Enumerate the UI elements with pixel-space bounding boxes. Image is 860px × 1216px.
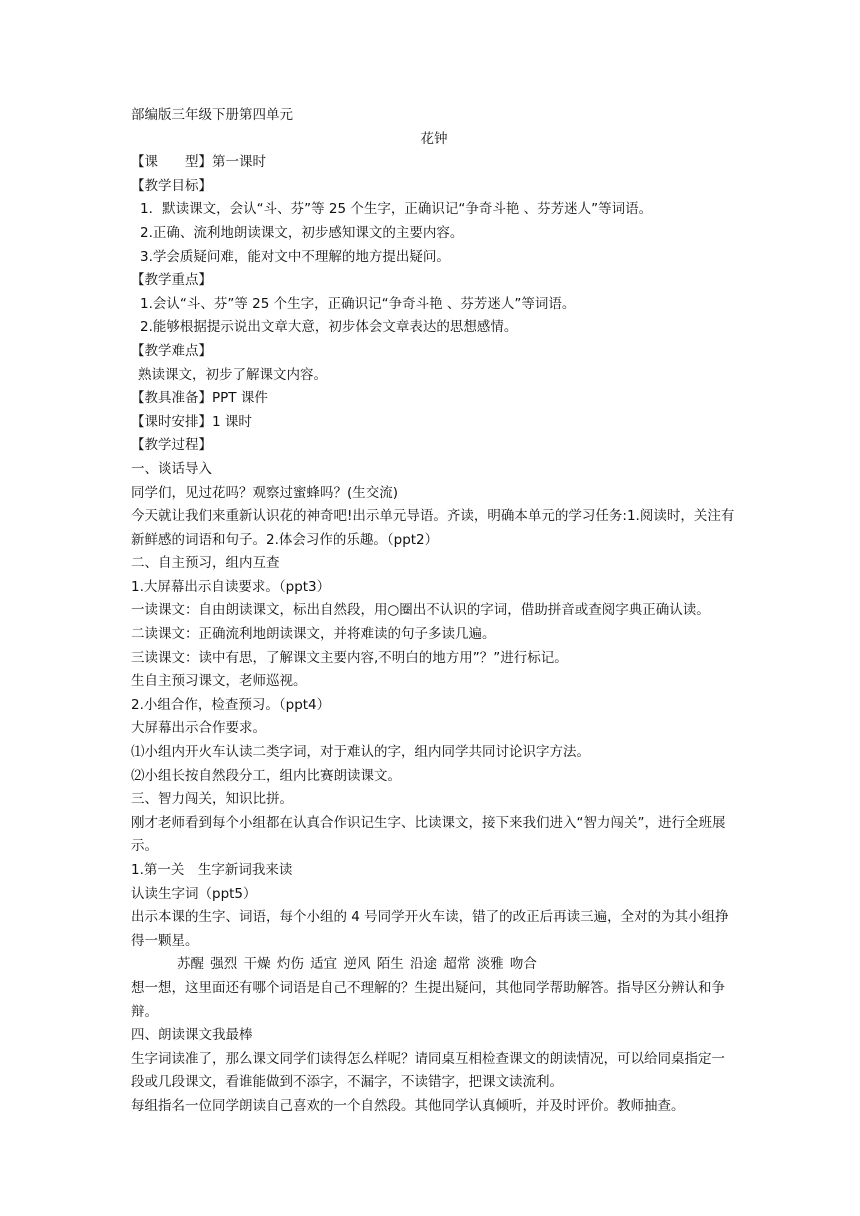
key-points-heading: 【教学重点】 (131, 272, 212, 289)
paragraph: 认读生字词（ppt5） (131, 885, 257, 902)
goal-item: 2.正确、流利地朗读课文，初步感知课文的主要内容。 (140, 224, 464, 241)
paragraph: 想一想，这里面还有哪个词语是自己不理解的？生提出疑问，其他同学帮助解答。指导区分辨认和争辩。 (131, 979, 725, 1020)
section-heading: 三、智力闯关，知识比拼。 (131, 791, 293, 808)
schedule: 【课时安排】1 课时 (131, 413, 252, 430)
paragraph: ⑵小组长按自然段分工，组内比赛朗读课文。 (131, 767, 401, 784)
paragraph: ⑴小组内开火车认读二类字词，对于难认的字，组内同学共同讨论识字方法。 (131, 744, 590, 761)
paragraph: 每组指名一位同学朗读自己喜欢的一个自然段。其他同学认真倾听，并及时评价。教师抽查。 (131, 1097, 685, 1114)
paragraph: 1.大屏幕出示自读要求。（ppt3） (131, 578, 331, 595)
unit-header: 部编版三年级下册第四单元 (131, 107, 293, 123)
goal-item: 3.学会质疑问难，能对文中不理解的地方提出疑问。 (140, 248, 450, 265)
paragraph: 二读课文：正确流利地朗读课文，并将难读的句子多读几遍。 (131, 626, 496, 643)
paragraph: 大屏幕出示合作要求。 (131, 720, 266, 737)
paragraph: 三读课文：读中有思，了解课文主要内容,不明白的地方用”？”进行标记。 (131, 649, 568, 666)
paragraph: 出示本课的生字、词语，每个小组的 4 号同学开火车读，错了的改正后再读三遍，全对的为其小组挣得一颗星。 (131, 909, 729, 949)
vocabulary-list: 苏醒 强烈 干燥 灼伤 适宜 逆风 陌生 沿途 超常 淡雅 吻合 (177, 956, 537, 973)
goals-heading: 【教学目标】 (131, 177, 212, 194)
document-body (131, 104, 737, 1119)
key-point-item: 1.会认“斗、芬”等 25 个生字，正确识记“争奇斗艳 、芬芳迷人”等词语。 (140, 295, 576, 312)
key-point-item: 2.能够根据提示说出文章大意，初步体会文章表达的思想感情。 (140, 319, 518, 336)
section-heading: 二、自主预习，组内互查 (131, 555, 280, 572)
teaching-aids: 【教具准备】PPT 课件 (131, 390, 268, 407)
section-heading: 一、谈话导入 (131, 460, 212, 477)
paragraph: 今天就让我们来重新认识花的神奇吧!出示单元导语。齐读，明确本单元的学习任务:1.阅读时，关注有新鲜感的词语和句子。2.体会习作的乐趣。（ppt2） (131, 508, 735, 548)
lesson-type: 【课 型】第一课时 (131, 154, 266, 171)
process-heading: 【教学过程】 (131, 437, 212, 454)
paragraph: 生自主预习课文，老师巡视。 (131, 673, 307, 690)
paragraph: 生字词读准了，那么课文同学们读得怎么样呢？请同桌互相检查课文的朗读情况，可以给同桌指定一段或几段课文，看谁能做到不添字，不漏字，不读错字，把课文读流利。 (131, 1050, 725, 1091)
paragraph: 一读课文：自由朗读课文，标出自然段，用○圈出不认识的字词，借助拼音或查阅字典正确认读。 (131, 602, 710, 619)
goal-item: 1．默读课文，会认“斗、芬”等 25 个生字，正确识记“争奇斗艳 、芬芳迷人”等词语。 (140, 201, 653, 218)
section-heading: 四、朗读课文我最棒 (131, 1027, 253, 1044)
difficulty-text: 熟读课文，初步了解课文内容。 (138, 366, 327, 383)
difficulty-heading: 【教学难点】 (131, 342, 212, 359)
lesson-title: 花钟 (420, 130, 448, 147)
subsection-heading: 1.第一关 生字新词我来读 (131, 862, 293, 878)
paragraph: 刚才老师看到每个小组都在认真合作识记生字、比读课文，接下来我们进入“智力闯关”，进行全班展示。 (131, 814, 726, 855)
paragraph: 同学们，见过花吗？观察过蜜蜂吗？(生交流) (131, 484, 399, 501)
paragraph: 2.小组合作，检查预习。（ppt4） (131, 696, 331, 713)
